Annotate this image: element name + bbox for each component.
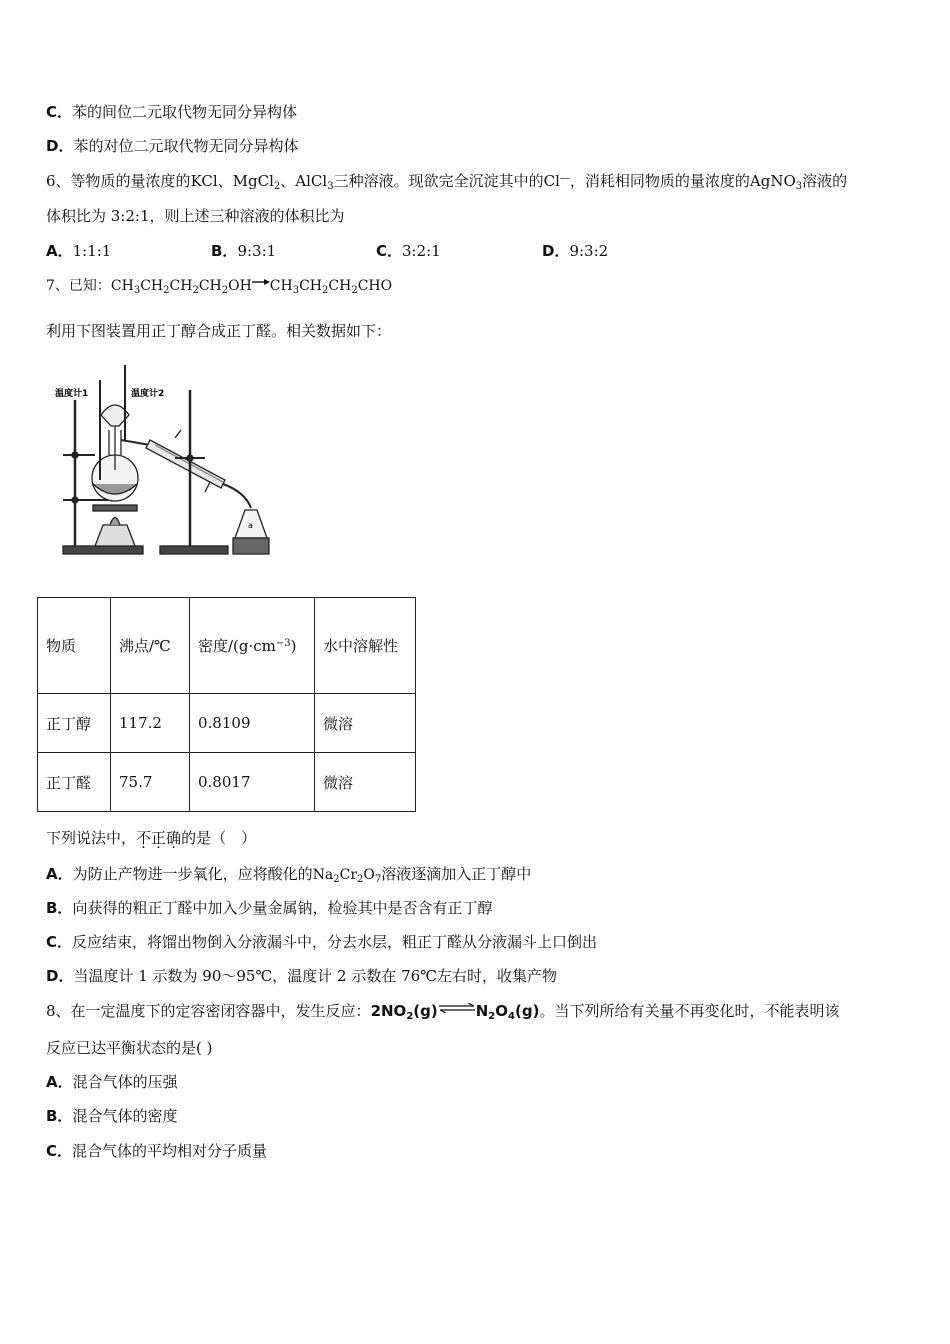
- formula-part: CH: [328, 278, 352, 294]
- formula-butanal: [270, 278, 392, 294]
- option-label: C．: [46, 103, 73, 121]
- separator: 、: [217, 172, 233, 190]
- table-header-cell-density: [190, 598, 315, 694]
- option-label: C．: [376, 242, 403, 260]
- table-header-cell: 水中溶解性: [315, 598, 416, 694]
- equilibrium-arrow-icon: [438, 998, 476, 1018]
- formula-part: AlCl: [295, 172, 328, 190]
- reaction-arrow-icon: [252, 272, 270, 292]
- table-cell: 微溶: [315, 753, 416, 812]
- q8-stem-line2: 反应已达平衡状态的是( ): [46, 1039, 213, 1057]
- formula-part: O: [495, 1002, 509, 1020]
- q8-option-a: [46, 1072, 178, 1092]
- adapter: [223, 484, 251, 508]
- subscript: 7: [374, 874, 382, 885]
- subscript: 4: [508, 1011, 515, 1022]
- stem-text: 已知：: [68, 278, 111, 294]
- q7-option-d: [46, 966, 557, 986]
- emphasis-char: 不: [136, 829, 152, 847]
- option-label: B．: [46, 1107, 73, 1125]
- table-header-cell: 物质: [38, 598, 111, 694]
- q6-stem-line1: [46, 171, 847, 191]
- q5-option-d: [46, 136, 298, 156]
- subscript: 3: [795, 181, 803, 192]
- q7-option-b: [46, 898, 492, 918]
- stem-text: 三种溶液。现欲完全沉淀其中的: [333, 172, 544, 190]
- subscript: 2: [192, 285, 199, 296]
- question-number: 7、: [46, 278, 69, 294]
- superscript: −3: [275, 637, 291, 649]
- q6-option-b: [211, 241, 276, 261]
- q6-option-d: [542, 241, 608, 261]
- option-text: 混合气体的密度: [72, 1107, 178, 1125]
- formula-part: Na: [312, 867, 334, 883]
- subscript: 3: [133, 285, 141, 296]
- option-label: D．: [46, 137, 74, 155]
- formula-part: CHO: [357, 278, 393, 294]
- option-label: A．: [46, 242, 73, 260]
- formula-alcl3: [295, 172, 333, 190]
- option-text: 混合气体的压强: [72, 1073, 178, 1091]
- formula-part: (g): [515, 1002, 540, 1020]
- formula-mgcl2: [233, 172, 281, 190]
- formula-part: AgNO: [749, 172, 796, 190]
- thermometer-2-label: 温度计2: [131, 389, 165, 399]
- question-number: 6、: [46, 172, 71, 190]
- option-text: 溶液逐滴加入正丁醇中: [381, 865, 532, 883]
- stem-text: 的是（ ）: [181, 829, 257, 847]
- option-label: D．: [542, 242, 570, 260]
- option-text: 9:3:2: [569, 242, 609, 260]
- table-cell: 117.2: [111, 694, 190, 753]
- option-label: C．: [46, 933, 73, 951]
- ice-bath: [233, 538, 269, 554]
- alcohol-lamp: [95, 525, 135, 546]
- subscript: 2: [351, 285, 358, 296]
- stem-text: 。当下列所给有关量不再变化时，不能表明该: [539, 1002, 840, 1020]
- subscript: 2: [273, 181, 281, 192]
- stem-text: 下列说法中，: [46, 829, 137, 847]
- option-text: 苯的间位二元取代物无同分异构体: [72, 103, 298, 121]
- distillation-apparatus-figure: [55, 360, 285, 560]
- q6-stem-line2: 体积比为 3:2:1，则上述三种溶液的体积比为: [46, 207, 345, 225]
- subscript: 2: [322, 285, 329, 296]
- table-cell: 微溶: [315, 694, 416, 753]
- subscript: 2: [221, 285, 229, 296]
- formula-part: Cr: [339, 867, 358, 883]
- equation-reactant: [371, 1002, 438, 1020]
- option-text: 混合气体的平均相对分子质量: [72, 1142, 268, 1160]
- formula-cl-ion: [544, 172, 570, 190]
- q7-known-reaction: [46, 276, 392, 296]
- option-label: B．: [46, 899, 73, 917]
- formula-part: MgCl: [232, 172, 274, 190]
- table-header-row: [38, 598, 416, 694]
- option-text: 反应结束，将馏出物倒入分液漏斗中，分去水层，粗正丁醛从分液漏斗上口倒出: [72, 933, 598, 951]
- option-label: A．: [46, 1073, 73, 1091]
- table-cell: 0.8017: [190, 753, 315, 812]
- option-text: 为防止产物进一步氧化，应将酸化的: [72, 865, 313, 883]
- formula-part: Cl: [543, 172, 560, 190]
- q7-stem: [46, 828, 256, 848]
- formula-part: N: [475, 1002, 489, 1020]
- formula-part: CH: [140, 278, 164, 294]
- q7-option-c: [46, 932, 597, 952]
- option-label: A．: [46, 865, 73, 883]
- subscript: 2: [163, 285, 170, 296]
- emphasis-char: 正: [151, 829, 167, 847]
- data-table: [37, 597, 416, 812]
- table-cell: 75.7: [111, 753, 190, 812]
- stand-base-left: [63, 546, 143, 554]
- formula-part: CH: [198, 278, 222, 294]
- q8-stem-line1: [46, 1001, 839, 1021]
- subscript: 3: [292, 285, 300, 296]
- table-cell: 正丁醇: [38, 694, 111, 753]
- subscript: 2: [357, 874, 364, 885]
- stem-text: ，消耗相同物质的量浓度的: [569, 172, 750, 190]
- table-cell: 0.8109: [190, 694, 315, 753]
- formula-part: (g): [413, 1002, 438, 1020]
- subscript: 3: [327, 181, 334, 192]
- receiver-label: a: [248, 521, 253, 530]
- q7-option-a: [46, 864, 531, 885]
- table-row: [38, 694, 416, 753]
- q6-option-c: [376, 241, 441, 261]
- subscript: 2: [406, 1011, 414, 1022]
- option-label: C．: [46, 1142, 73, 1160]
- stem-text: 在一定温度下的定容密闭容器中，发生反应：: [70, 1002, 371, 1020]
- option-text: 1:1:1: [72, 242, 112, 260]
- header-text: 密度/(g·cm: [198, 636, 276, 655]
- q8-option-c: [46, 1141, 267, 1161]
- formula-part: OH: [228, 278, 252, 294]
- subscript: 2: [333, 874, 340, 885]
- formula-agno3: [750, 172, 802, 190]
- stem-text: 等物质的量浓度的: [70, 172, 191, 190]
- stem-text: 溶液的: [802, 172, 848, 190]
- formula-part: CH: [299, 278, 323, 294]
- formula-butanol: [111, 278, 252, 294]
- q7-intro: 利用下图装置用正丁醇合成正丁醛。相关数据如下：: [46, 322, 392, 340]
- formula-kcl: KCl: [190, 172, 218, 190]
- q5-option-c: [46, 102, 297, 122]
- subscript: 2: [488, 1011, 496, 1022]
- header-text: ): [290, 636, 297, 655]
- option-text: 苯的对位二元取代物无同分异构体: [73, 137, 299, 155]
- formula-part: O: [363, 867, 375, 883]
- option-text: 当温度计 1 示数为 90～95℃，温度计 2 示数在 76℃左右时，收集产物: [73, 967, 557, 985]
- formula-part: CH: [269, 278, 293, 294]
- emphasis-char: 确: [166, 829, 182, 847]
- question-number: 8、: [46, 1002, 71, 1020]
- option-label: D．: [46, 967, 74, 985]
- option-text: 3:2:1: [402, 242, 441, 260]
- q8-option-b: [46, 1106, 177, 1126]
- table-row: [38, 753, 416, 812]
- separator: 、: [280, 172, 296, 190]
- table-header-cell: 沸点/℃: [111, 598, 190, 694]
- superscript: —: [559, 173, 570, 184]
- option-text: 向获得的粗正丁醛中加入少量金属钠，检验其中是否含有正丁醇: [72, 899, 493, 917]
- formula-na2cr2o7: [313, 867, 382, 883]
- option-label: B．: [211, 242, 238, 260]
- q6-options: [46, 241, 746, 261]
- wire-gauze: [93, 505, 137, 511]
- formula-part: 2NO: [370, 1002, 407, 1020]
- thermometer-1-label: 温度计1: [55, 389, 89, 399]
- table-cell: 正丁醛: [38, 753, 111, 812]
- q6-option-a: [46, 241, 111, 261]
- formula-part: CH: [169, 278, 193, 294]
- equation-product: [476, 1002, 540, 1020]
- option-text: 9:3:1: [237, 242, 277, 260]
- stand-base-right: [160, 546, 228, 554]
- formula-part: CH: [110, 278, 134, 294]
